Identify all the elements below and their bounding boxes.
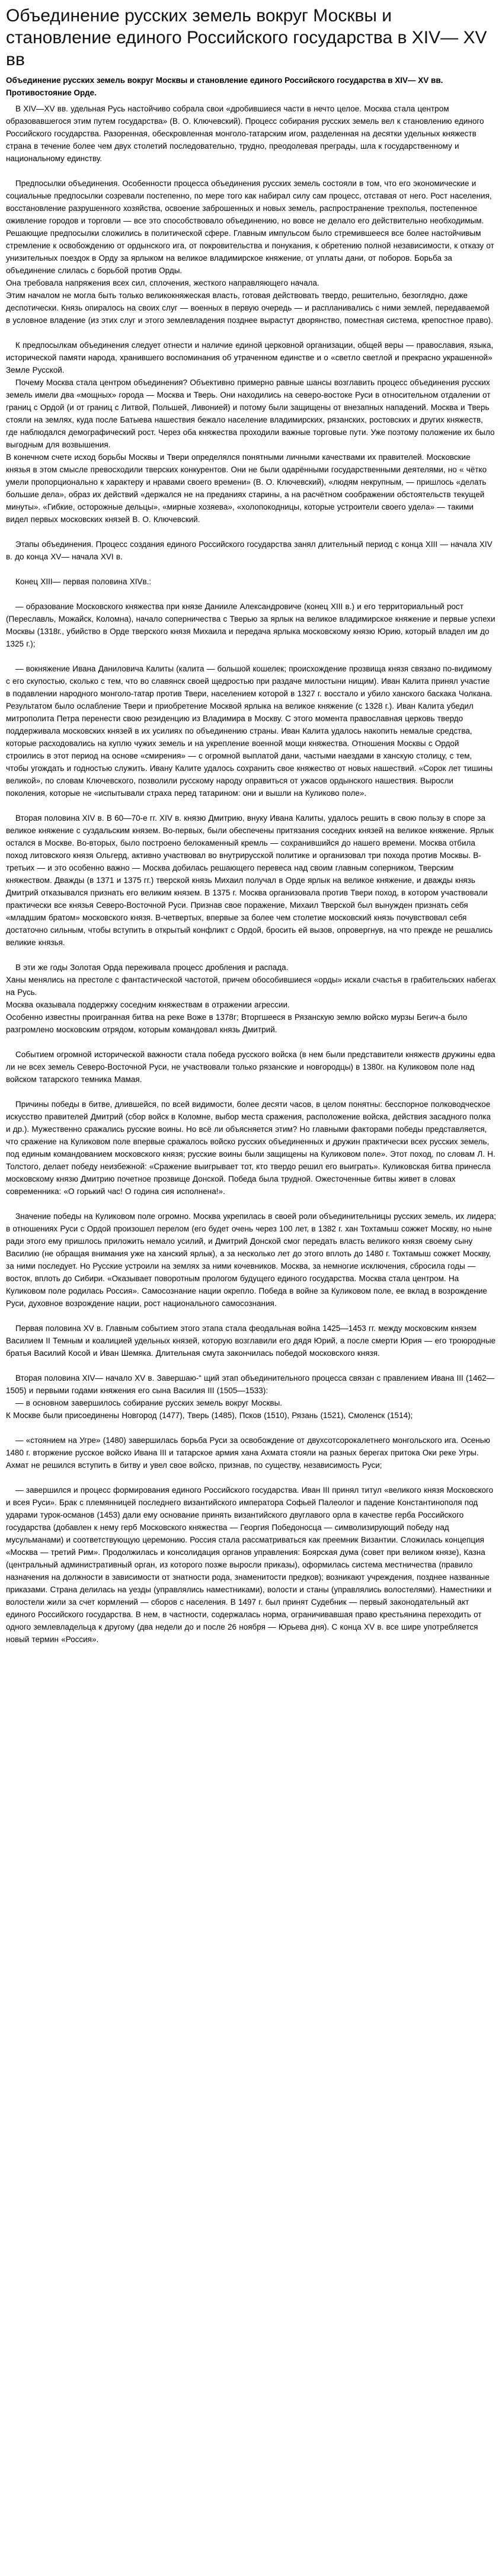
- paragraph: Особенно известны проигранная битва на реке Воже в 1378г; Вторгшееся в Рязанскую землю войско мурзы Бегич-а было разгромлено московским отрядом, которым командовал князь Дмитрий.: [6, 1013, 468, 1034]
- paragraph: К Москве были присоединены Новгород (1477), Тверь (1485), Псков (1510), Рязань (1521), Смоленск (1514);: [6, 1411, 413, 1420]
- paragraph: — образование Московского княжества при князе Данииле Александровиче (конец XIII в.) и его территориальный рост (Переславль, Можайск, Коломна), начало соперничества с Тверью за ярлык на великое владимирское княжение и первые успехи Москвы (1318г., убийство в Орде тверского князя Михаила и передача ярлыка московскому князю Юрию, который владел им до 1325 г.);: [6, 602, 495, 648]
- article-subtitle: Объединение русских земель вокруг Москвы и становление единого Российского государства в XIV— XV вв. Противостояние Орде.: [6, 76, 443, 97]
- paragraph: В эти же годы Золотая Орда переживала процесс дробления и распада.: [15, 963, 289, 972]
- paragraph: Этапы объединения. Процесс создания единого Российского государства занял длительный период с конца XIII — начала XIV в. до конца XV— начала XVI в.: [6, 540, 493, 561]
- paragraph: Предпосылки объединения. Особенности процесса объединения русских земель состояли в том, что его экономические и социальные предпосылки созревали постепенно, по мере того как набирал силу сам процесс, отставая от него. Рост населения, восстановление разрушенного хозяйства, освоение заброшенных и новых земель, распространение трехполья, постепенное оживление городов и торговли — все это способствовало объединению, но вовсе не делало его действительно необходимым. Решающие предпосылки сложились в политической сфере. Главным импульсом было стремившееся все более настойчивым стремление к освобождению от ордынского ига, от покровительства и понукания, к обретению полной независимости, к отказу от унизительных поездок в Орду за ярлыком на великое владимирское княжение, от уплаты дани, от поборов. Борьба за объединение слилась с борьбой против Орды.: [6, 179, 494, 275]
- paragraph: — завершился и процесс формирования единого Российского государства. Иван III принял титул «великого князя Московского и всея Руси». Брак с племянницей последнего византийского императора Софьей Палеолог и падение Константинополя под ударами турок-османов (1453) дали ему основание принять византийского двуглавого орла в качестве герба Российского государства (добавлен к нему герб Московского княжества — Георгия Победоносца — символизирующий победу над мусульманами) и соответствующую церемонию. Россия стала рассматриваться как преемник Византии. Сложилась концепция «Москва — третий Рим». Продолжилась и консолидация органов управления: Боярская дума (совет при великом князе), Казна (центральный административный орган, из которого позже выросли приказы), оформилась система местничества (правило назначения на должности в зависимости от знатности рода, знаменитости предков); возникают учреждения, позднее названные приказами. Страна делилась на уезды (управлялись наместниками), волости и станы (управлялись волостелями). Наместники и волостели жили за счет кормлений — сборов с населения. В 1497 г. был принят Судебник — первый законодательный акт единого Российского государства. В нем, в частности, содержалась норма, ограничивавшая право крестьянина переходить от одного землевладельца к другому (два недели до и после 26 ноября — Юрьева дня). С конца XV в. все шире употребляется новый термин «Россия».: [6, 1486, 494, 1644]
- page-title: Объединение русских земель вокруг Москвы и становление единого Российского государства в XIV— XV вв: [6, 6, 487, 69]
- paragraph: Вторая половина XIV— начало XV в. Завершаю-“ щий этап объединительного процесса связан с правлением Ивана III (1462—1505) и первыми годами княжения его сына Василия III (1505—1533):: [6, 1374, 495, 1395]
- paragraph: Этим началом не могла быть только великокняжеская власть, готовая действовать твердо, решительно, безоглядно, даже деспотически. Князь опиралось на своих слуг — военных в первую очередь — и распланивались с ними землей, передаваемой в условное владение (из этих слуг и этого землевладения позднее вырастут дворянство, поместная система, крепостное право).: [6, 291, 493, 325]
- paragraph: Ханы менялись на престоле с фантастической частотой, причем обособившиеся «орды» искали счастья в грабительских набегах на Русь.: [6, 975, 496, 997]
- article-body: [6, 103, 496, 1646]
- paragraph: В XIV—XV вв. удельная Русь настойчиво собрала свои «дробившиеся части в нечто целое. Москва стала центром образовавшегося этим путем государства» (В. О. Ключевский). Процесс собирания русских земель вел к становлению единого Российского государства. Разоренная, обескровленная монголо-татарским игом, разделенная на десятки удельных княжеств страна в течение более чем двух столетий последовательно, трудно, преодолевая преграды, шла к государственному и национальному единству.: [6, 104, 484, 163]
- paragraph: — «стоянием на Угре» (1480) завершилась борьба Руси за освобождение от двухсотсорокалетнего монгольского ига. Осенью 1480 г. вторжение русское войско Ивана III и татарское армия хана Ахмата стояли на разных берегах притока Оки реке Угры. Ахмат не решился вступить в битву и увел свое войско, признав, по существу, независимость Руси;: [6, 1436, 490, 1470]
- paragraph: Причины победы в битве, длившейся, по всей видимости, более десяти часов, в целом понятны: бесспорное полководческое искусство правителей Дмитрий (сбор войск в Коломне, выбор места сражения, расположение войска, действия засадного полка и др.). Мужественно сражались русские воины. Но всё ли объясняется этим? Но главными факторами победы представляется, что сражение на Куликовом поле впервые сражалось войско русских объединенных и дружин практически всех русских земель, под единым командованием московского князя; русские воины были защищены на Куликовом поле». Этот поход, по словам Л. Н. Толстого, делает победу неизбежной: «Сражение выигрывает тот, кто твердо решил его выиграть». Куликовская битва принесла московскому князю Дмитрию почетное прозвище Донской. Победа была трудной. Ожесточенные битвы живет в словах современника: «О горький час! О година сия исполнена!».: [6, 1100, 495, 1196]
- paragraph: Москва оказывала поддержку соседним княжествам в отражении агрессии.: [6, 1000, 290, 1009]
- paragraph: Первая половина XV в. Главным событием этого этапа стала феодальная война 1425—1453 гг. между московским князем Василием II Темным и коалицией удельных князей, которую возглавили его дядя Юрий, а после смерти Юрия — его троюродные братья Василий Косой и Иван Шемяка. Длительная смута закончилась победой московского князя.: [6, 1324, 496, 1358]
- paragraph: В конечном счете исход борьбы Москвы и Твери определялся понятными личными качествами их правителей. Московские князья в этом смысле превосходили тверских конкурентов. Они не были одарёнными государственными деятелями, но « чётко умели пропорционально к характеру и нравами своего времени» (В. О. Ключевский), «людям некрупным, — пришлось «делать большие дела», образ их действий «держался не на преданиях старины, а на расчётном соображении обстоятельств текущей минуты». «Гибкие, осторожные дельцы», «мирные хозяева», «холопокодницы, которые устроители своего удела» — такими видел первых московских князей В. О. Ключевский.: [6, 453, 487, 524]
- paragraph: Событием огромной исторической важности стала победа русского войска (в нем были представители княжеств дружины едва ли не всех земель Северо-Восточной Руси, не участвовали только рязанские и новгородцы) в 1380г. на Куликовом поле над войском татарского темника Мамая.: [6, 1050, 495, 1084]
- paragraph: Значение победы на Куликовом поле огромно. Москва укрепилась в своей роли объединительницы русских земель, их лидера; в отношениях Руси с Ордой произошел перелом (его будет очень через 100 лет, в 1382 г. хан Тохтамыш сожжет Москву, но ныне ради этого ему пришлось приложить немало усилий, и Дмитрий Донской смог передать власть великого князя своему сыну Василию (не обращая внимания уже на ханский ярлык), а за несколько лет до этого вплоть до 1480 г. Тохтамыш сожжет Москву, за ними последует. Но Русские устроили на землях за ними кочевников. Москва, за немногие исключения, сбросила годы — восток, вплоть до Сибири. «Оказывает поворотным прологом будущего единого государства. Москва стала центром. На Куликовом поле родилась Россия». Самосознание нации окрепло. Победа в войне за Куликовом поле, ее вклад в возрождение Руси, духовное возрождение нации, рост национального самосознания.: [6, 1212, 497, 1308]
- paragraph: Почему Москва стала центром объединения? Объективно примерно равные шансы возглавить процесс объединения русских земель имели два «мощных» города — Москва и Тверь. Они находились на северо-востоке Руси в относительном отдалении от границ с Ордой (и от границ с Литвой, Польшей, Ливонией) и потому были защищены от внезапных нападений. Москва и Тверь стояли на землях, куда после Батыева нашествия бежало население владимирских, рязанских, ростовских и других княжеств, где наблюдался демографический рост. Через оба княжества проходили важные торговые пути. Уже поэтому положение их было выгодным для возвышения.: [6, 378, 495, 449]
- paragraph: Она требовала напряжения всех сил, сплочения, жесткого направляющего начала.: [6, 279, 319, 287]
- paragraph: Конец XIII— первая половина XIVв.:: [15, 577, 152, 586]
- paragraph: — в основном завершилось собирание русских земель вокруг Москвы.: [15, 1399, 283, 1407]
- paragraph: К предпосылкам объединения следует отнести и наличие единой церковной организации, общей веры — православия, языка, исторической памяти народа, хранившего воспоминания об утраченном единстве и о «светло светлой и прекрасно украшенной» Земле Русской.: [6, 341, 494, 375]
- paragraph: Вторая половина XIV в. В 60—70-е гг. XIV в. князю Дмитрию, внуку Ивана Калиты, удалось решить в свою пользу в споре за великое княжение с суздальским князем. Во-первых, были обеспечены притязания соседних князей на великое княжение. Ярлык остался в Москве. Во-вторых, было построено белокаменный кремль — сохранившийся до нашего времени. Москва отбила поход литовского князя Ольгерд, активно участвовал во внутрирусской политике и организовал три похода против Москвы. В-третьих — и это особенно важно — Москва добилась решающего перевеса над своим главным соперником, Тверским княжеством. Дважды (в 1371 и 1375 гг.) тверской князь Михаил получал в Орде ярлык на великое княжение, и дважды князь Дмитрий отказывался признать его великим князем. В 1375 г. Москва организовала против Твери поход, в котором участвовали практически все князья Северо-Восточной Руси. Признав свое поражение, Михаил Тверской был вынужден признать себя «младшим братом» московского князя. В-четвертых, впервые за более чем столетие московский князь почувствовал себя достаточно сильным, чтобы вступить в открытый конфликт с Ордой, бросить ей вызов, опровергнув, на что прежде не решались великие князья.: [6, 814, 494, 947]
- paragraph: — вокняжение Ивана Даниловича Калиты (калита — большой кошелек; происхождение прозвища князя связано по-видимому с его скупостью, сколько с тем, что во славянск своей щедростью при раздаче милостыни нищим). Иван Калита принял участие в подавлении народного монголо-татар против Твери, населением которой в 1327 г. восстало и убило ханского баскака Чолкана. Результатом было ослабление Твери и приобретение Москвой ярлыка на великое княжение (с 1328 г.). Иван Калита убедил митрополита Петра перенести свою резиденцию из Владимира в Москву. С этого момента православная церковь твердо поддерживала московских князей в их усилиях по объединению страны. Иван Калита удалось накопить немалые средства, которые расходовались на куплю чужих земель и на укрепление военной мощи княжества. Отношения Москвы с Ордой строились в этот период на основе «смирения» — с огромной выплатой дани, частыми наездами в ханскую столицу, с тем, чтобы угождать и годностью служить. Ивану Калите удалось сохранить свое княжество от новых нашествий. «Сорок лет тишины великой», по словам Ключевского, позволили русскому народу оправиться от ужасов ордынского нашествия. Выросли поколения, которые не «испытывали страха перед татарином: они и вышли на Куликово поле».: [6, 664, 493, 798]
